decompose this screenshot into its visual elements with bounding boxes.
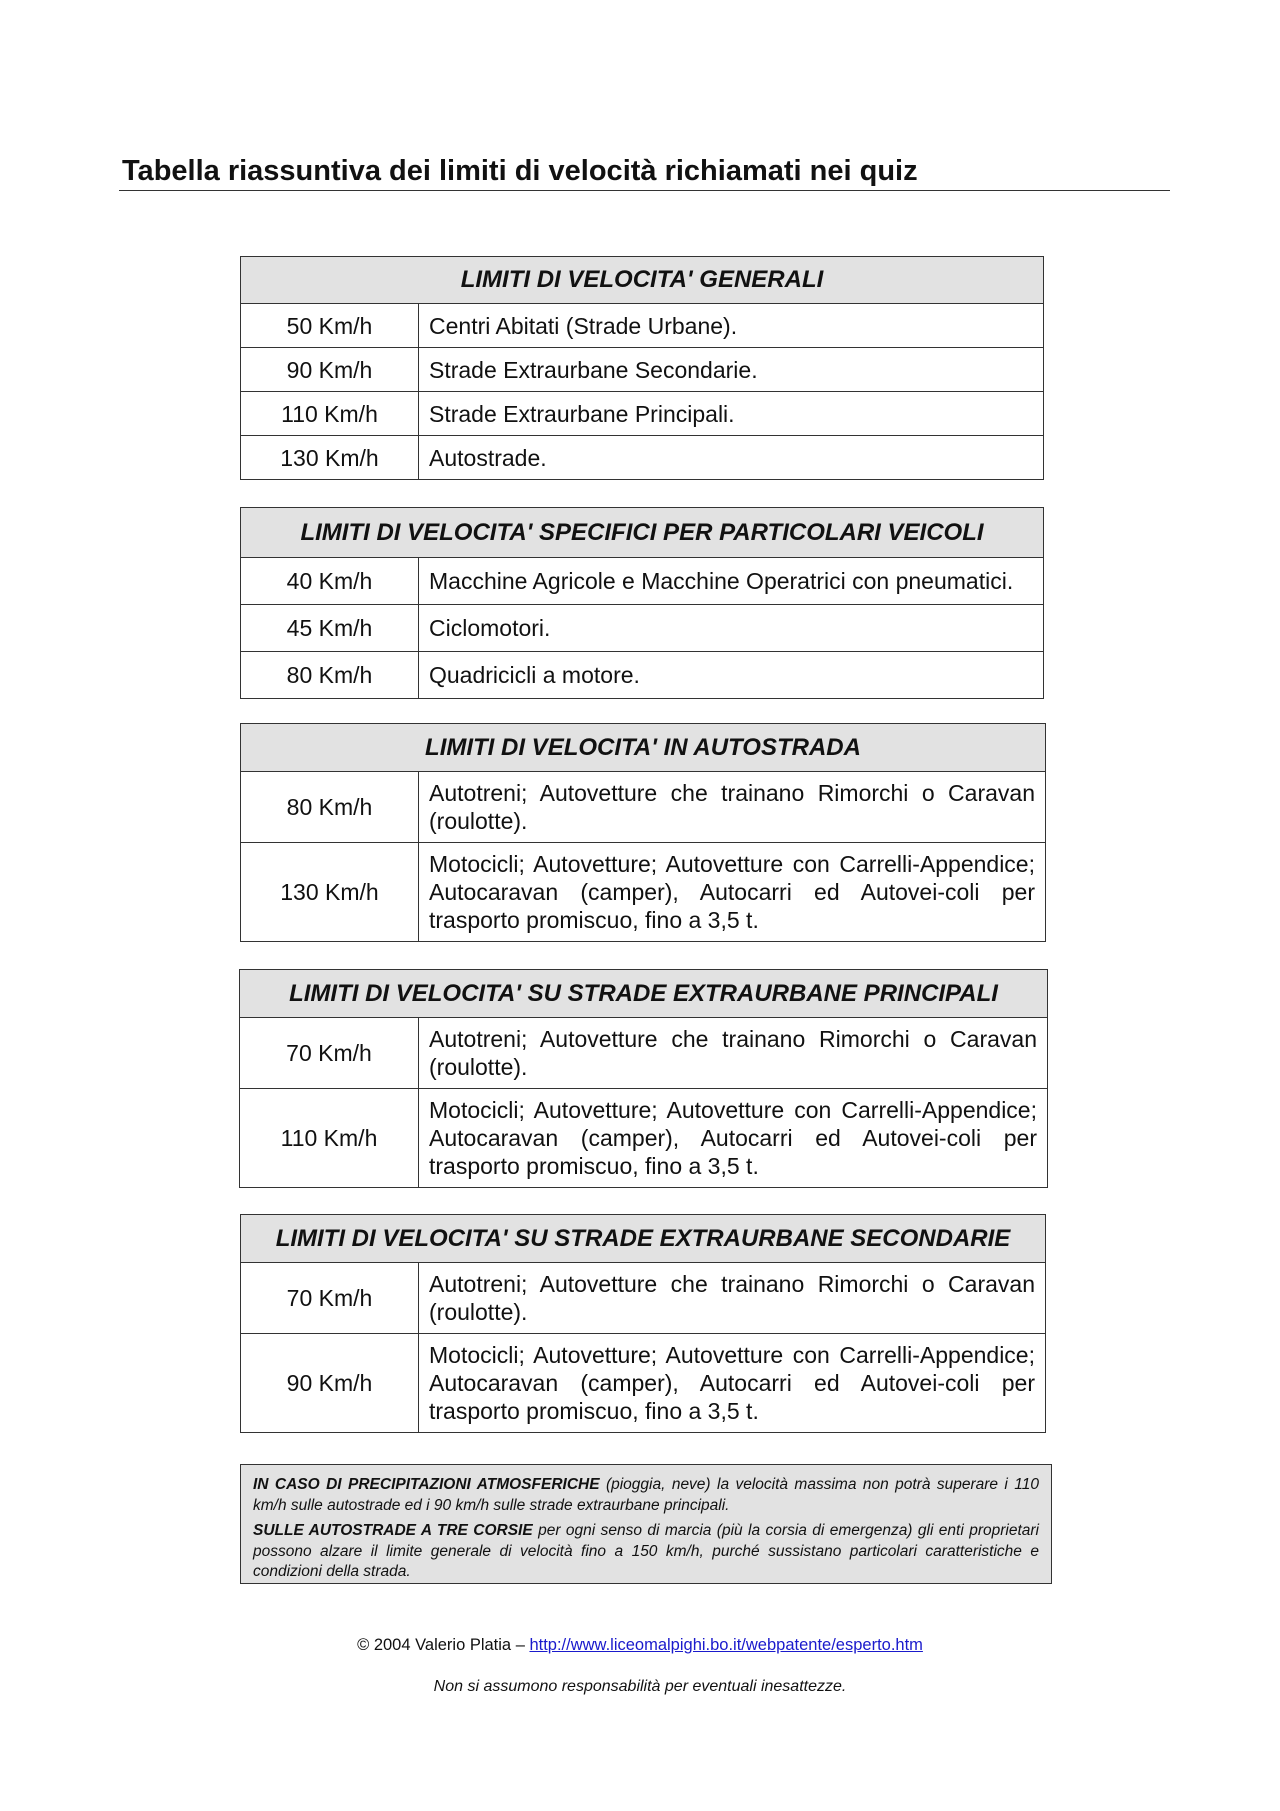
speed-cell: 70 Km/h bbox=[241, 1263, 419, 1334]
table-limiti-autostrada bbox=[240, 723, 1046, 942]
footer-disclaimer: Non si assumono responsabilità per eventuali inesattezze. bbox=[433, 1678, 847, 1695]
note-lead: IN CASO DI PRECIPITAZIONI ATMOSFERICHE bbox=[253, 1476, 600, 1493]
table-limiti-extraurbane-secondarie bbox=[240, 1214, 1046, 1433]
note-text: per ogni senso di marcia (più la corsia di emergenza) gli enti proprietari possono alzare il limite generale di velocità fino a 150 km/h, purché sussistano particolari caratteristiche e condizioni della strada. bbox=[253, 1522, 1039, 1580]
speed-cell: 90 Km/h bbox=[241, 1334, 419, 1433]
table-limiti-specifici bbox=[240, 507, 1044, 699]
note-lead: SULLE AUTOSTRADE A TRE CORSIE bbox=[253, 1522, 533, 1539]
table-row bbox=[241, 558, 1044, 605]
table-row bbox=[241, 843, 1046, 942]
description-cell: Centri Abitati (Strade Urbane). bbox=[419, 304, 1044, 348]
note-tre-corsie bbox=[253, 1521, 1039, 1583]
table-row bbox=[241, 605, 1044, 652]
description-cell: Autotreni; Autovetture che trainano Rimorchi o Caravan (roulotte). bbox=[419, 1263, 1046, 1334]
table-row bbox=[241, 348, 1044, 392]
description-cell: Strade Extraurbane Principali. bbox=[419, 392, 1044, 436]
table-header: LIMITI DI VELOCITA' IN AUTOSTRADA bbox=[241, 724, 1046, 772]
table-row bbox=[241, 1334, 1046, 1433]
speed-cell: 80 Km/h bbox=[241, 652, 419, 699]
table-row bbox=[241, 652, 1044, 699]
notes-box bbox=[240, 1464, 1052, 1584]
table-row bbox=[241, 392, 1044, 436]
speed-cell: 45 Km/h bbox=[241, 605, 419, 652]
speed-cell: 80 Km/h bbox=[241, 772, 419, 843]
table-row bbox=[241, 772, 1046, 843]
speed-cell: 50 Km/h bbox=[241, 304, 419, 348]
table-header: LIMITI DI VELOCITA' SU STRADE EXTRAURBANE PRINCIPALI bbox=[240, 970, 1048, 1018]
table-row bbox=[241, 1263, 1046, 1334]
description-cell: Motocicli; Autovetture; Autovetture con Carrelli-Appendice; Autocaravan (camper), Autocarri ed Autovei-coli per trasporto promiscuo, fino a 3,5 t. bbox=[419, 1089, 1048, 1188]
title-underline bbox=[119, 190, 1170, 191]
description-cell: Ciclomotori. bbox=[419, 605, 1044, 652]
speed-cell: 40 Km/h bbox=[241, 558, 419, 605]
note-text: (pioggia, neve) la velocità massima non potrà superare i 110 km/h sulle autostrade ed i 90 km/h sulle strade extraurbane principali. bbox=[253, 1476, 1039, 1514]
copyright-text: © 2004 Valerio Platia – bbox=[357, 1636, 530, 1654]
description-cell: Autostrade. bbox=[419, 436, 1044, 480]
page-title: Tabella riassuntiva dei limiti di velocità richiamati nei quiz bbox=[122, 155, 918, 187]
table-row bbox=[240, 1018, 1048, 1089]
speed-cell: 110 Km/h bbox=[241, 392, 419, 436]
table-header: LIMITI DI VELOCITA' SPECIFICI PER PARTICOLARI VEICOLI bbox=[241, 508, 1044, 558]
table-header: LIMITI DI VELOCITA' GENERALI bbox=[241, 257, 1044, 304]
speed-cell: 90 Km/h bbox=[241, 348, 419, 392]
description-cell: Macchine Agricole e Macchine Operatrici con pneumatici. bbox=[419, 558, 1044, 605]
speed-cell: 130 Km/h bbox=[241, 436, 419, 480]
description-cell: Quadricicli a motore. bbox=[419, 652, 1044, 699]
table-header: LIMITI DI VELOCITA' SU STRADE EXTRAURBANE SECONDARIE bbox=[241, 1215, 1046, 1263]
speed-cell: 110 Km/h bbox=[240, 1089, 419, 1188]
description-cell: Motocicli; Autovetture; Autovetture con Carrelli-Appendice; Autocaravan (camper), Autocarri ed Autovei-coli per trasporto promiscuo, fino a 3,5 t. bbox=[419, 1334, 1046, 1433]
table-limiti-extraurbane-principali bbox=[239, 969, 1048, 1188]
table-limiti-generali bbox=[240, 256, 1044, 480]
speed-cell: 130 Km/h bbox=[241, 843, 419, 942]
table-row bbox=[240, 1089, 1048, 1188]
table-row bbox=[241, 304, 1044, 348]
source-link[interactable]: http://www.liceomalpighi.bo.it/webpatente/esperto.htm bbox=[529, 1636, 923, 1654]
speed-cell: 70 Km/h bbox=[240, 1018, 419, 1089]
footer-copyright bbox=[0, 1636, 1280, 1655]
description-cell: Strade Extraurbane Secondarie. bbox=[419, 348, 1044, 392]
description-cell: Autotreni; Autovetture che trainano Rimorchi o Caravan (roulotte). bbox=[419, 1018, 1048, 1089]
note-precipitazioni bbox=[253, 1475, 1039, 1516]
description-cell: Motocicli; Autovetture; Autovetture con Carrelli-Appendice; Autocaravan (camper), Autocarri ed Autovei-coli per trasporto promiscuo, fino a 3,5 t. bbox=[419, 843, 1046, 942]
table-row bbox=[241, 436, 1044, 480]
description-cell: Autotreni; Autovetture che trainano Rimorchi o Caravan (roulotte). bbox=[419, 772, 1046, 843]
